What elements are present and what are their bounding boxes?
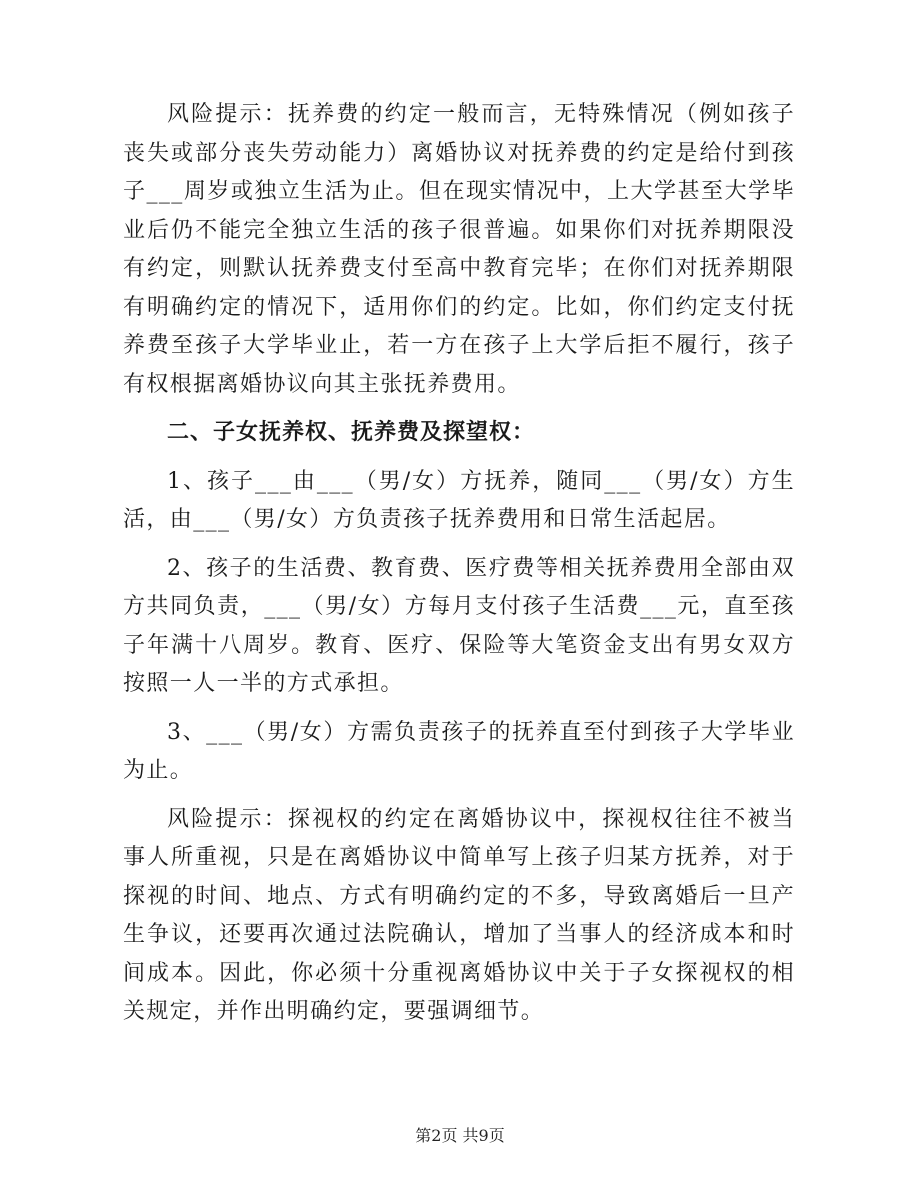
page-number: 第2页 共9页 — [415, 1126, 505, 1145]
risk-note-visitation: 风险提示：探视权的约定在离婚协议中，探视权往往不被当事人所重视，只是在离婚协议中简单写上孩子归某方抚养，对于探视的时间、地点、方式有明确约定的不多，导致离婚后一旦产生争议，还要再次通过法院确认，增加了当事人的经济成本和时间成本。因此，你必须十分重视离婚协议中关于子女探视权的相关规定，并作出明确约定，要强调细节。 — [123, 806, 795, 1024]
section-heading-custody: 二、子女抚养权、抚养费及探望权： — [167, 420, 536, 445]
risk-note-child-support: 风险提示：抚养费的约定一般而言，无特殊情况（例如孩子丧失或部分丧失劳动能力）离婚协议对抚养费的约定是给付到孩子___周岁或独立生活为止。但在现实情况中，上大学甚至大学毕业后仍不能完全独立生活的孩子很普遍。如果你们对抚养期限没有约定，则默认抚养费支付至高中教育完毕；在你们对抚养期限有明确约定的情况下，适用你们的约定。比如，你们约定支付抚养费至孩子大学毕业止，若一方在孩子上大学后拒不履行，孩子有权根据离婚协议向其主张抚养费用。 — [123, 102, 795, 397]
clause-1-custody: 1、孩子___由___（男/女）方抚养，随同___（男/女）方生活，由___（男/女）方负责孩子抚养费用和日常生活起居。 — [123, 468, 795, 532]
clause-3-university: 3、___（男/女）方需负责孩子的抚养直至付到孩子大学毕业为止。 — [123, 719, 795, 783]
document-body — [123, 96, 795, 1032]
clause-2-support-payment: 2、孩子的生活费、教育费、医疗费等相关抚养费用全部由双方共同负责，___（男/女）方每月支付孩子生活费___元，直至孩子年满十八周岁。教育、医疗、保险等大笔资金支出有男女双方按照一人一半的方式承担。 — [123, 555, 795, 696]
